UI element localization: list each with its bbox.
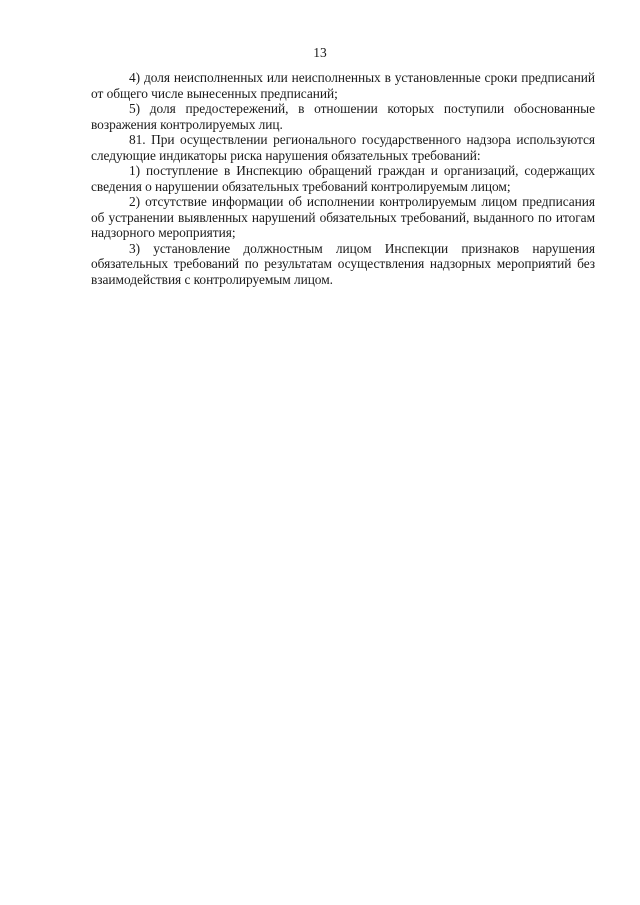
page-number: 13 [313, 45, 327, 60]
paragraph-indicator-2: 2) отсутствие информации об исполнении контролируемым лицом предписания об устранении выявленных нарушений обязательных требований, выданного по итогам надзорного мероприятия; [91, 194, 595, 240]
paragraph-item-5: 5) доля предостережений, в отношении которых поступили обоснованные возражения контролируемых лиц. [91, 101, 595, 132]
paragraph-indicator-3: 3) установление должностным лицом Инспекции признаков нарушения обязательных требований по результатам осуществления надзорных мероприятий без взаимодействия с контролируемым лицом. [91, 240, 595, 287]
paragraph-item-4: 4) доля неисполненных или неисполненных в установленные сроки предписаний от общего числе вынесенных предписаний; [91, 70, 595, 101]
document-body [91, 70, 595, 287]
paragraph-section-81: 81. При осуществлении регионального государственного надзора используются следующие индикаторы риска нарушения обязательных требований: [91, 132, 595, 163]
paragraph-indicator-1: 1) поступление в Инспекцию обращений граждан и организаций, содержащих сведения о нарушении обязательных требований контролируемым лицом; [91, 163, 595, 194]
